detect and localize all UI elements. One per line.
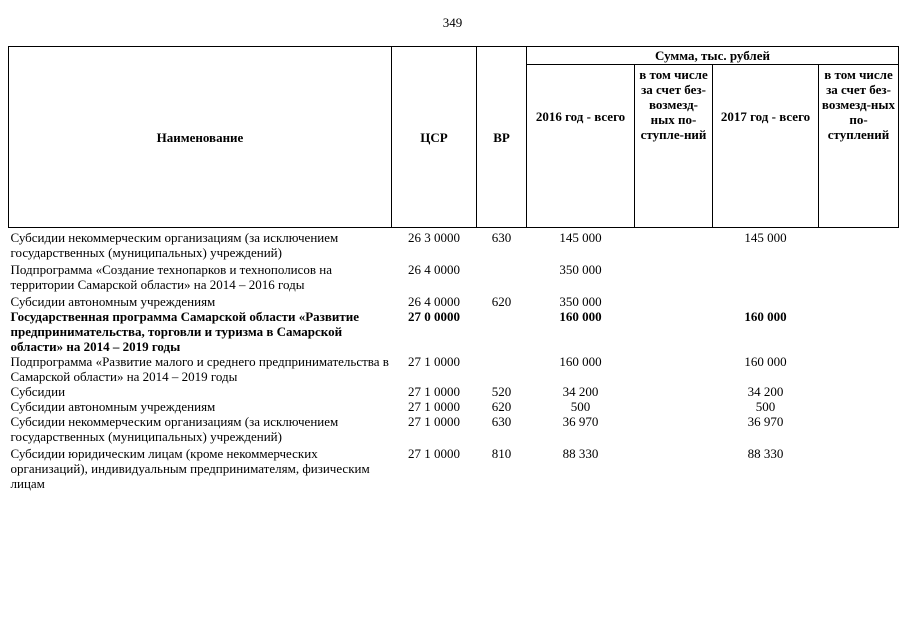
row-csr: 27 0 0000 bbox=[408, 309, 460, 324]
row-2016-free bbox=[635, 444, 713, 491]
header-2016-total: 2016 год - всего bbox=[527, 65, 635, 228]
table-row bbox=[9, 260, 899, 292]
header-vr: ВР bbox=[477, 47, 527, 228]
row-name: Подпрограмма «Развитие малого и среднего предпринимательства в Самарской области» на 2014 – 2019 годы bbox=[10, 354, 389, 384]
row-csr: 27 1 0000 bbox=[408, 446, 460, 461]
row-vr: 810 bbox=[491, 446, 512, 461]
table-body bbox=[9, 228, 899, 492]
row-2017-total bbox=[713, 292, 819, 309]
table-row bbox=[9, 354, 899, 384]
table-row bbox=[9, 414, 899, 444]
row-2017-free bbox=[819, 309, 899, 354]
row-csr: 27 1 0000 bbox=[408, 399, 460, 414]
row-name: Субсидии юридическим лицам (кроме некоммерческих организаций), индивидуальным предпринимателям, физическим лицам bbox=[10, 446, 370, 491]
row-2016-free bbox=[635, 399, 713, 414]
row-2017-total: 500 bbox=[755, 399, 776, 414]
row-2016-free bbox=[635, 384, 713, 399]
row-2017-total bbox=[713, 260, 819, 292]
row-2017-free bbox=[819, 444, 899, 491]
row-2016-free bbox=[635, 309, 713, 354]
table-row bbox=[9, 309, 899, 354]
row-vr: 620 bbox=[491, 399, 512, 414]
row-name: Государственная программа Самарской области «Развитие предпринимательства, торговли и туризма в Самарской области» на 2014 – 2019 годы bbox=[10, 309, 360, 354]
row-csr: 26 3 0000 bbox=[408, 230, 460, 245]
row-2016-free bbox=[635, 260, 713, 292]
table-row bbox=[9, 399, 899, 414]
table-row bbox=[9, 384, 899, 399]
row-csr: 27 1 0000 bbox=[408, 354, 460, 369]
row-2017-total: 160 000 bbox=[744, 309, 787, 324]
row-name: Подпрограмма «Создание технопарков и технополисов на территории Самарской области» на 2014 – 2016 годы bbox=[10, 262, 333, 292]
row-2017-total: 36 970 bbox=[747, 414, 784, 429]
row-2017-free bbox=[819, 399, 899, 414]
row-2016-free bbox=[635, 228, 713, 261]
row-csr: 27 1 0000 bbox=[408, 384, 460, 399]
row-2016-total: 350 000 bbox=[559, 262, 602, 277]
row-vr: 630 bbox=[491, 414, 512, 429]
row-2017-total: 160 000 bbox=[744, 354, 787, 369]
row-2016-total: 34 200 bbox=[562, 384, 599, 399]
table-row bbox=[9, 228, 899, 261]
row-2017-free bbox=[819, 228, 899, 261]
header-sum-group: Сумма, тыс. рублей bbox=[527, 47, 899, 65]
table-row bbox=[9, 444, 899, 491]
row-2016-free bbox=[635, 414, 713, 444]
row-2016-total: 350 000 bbox=[559, 294, 602, 309]
row-2016-total: 500 bbox=[570, 399, 591, 414]
row-csr: 26 4 0000 bbox=[408, 294, 460, 309]
row-vr bbox=[477, 260, 527, 292]
header-2017-total: 2017 год - всего bbox=[713, 65, 819, 228]
row-name: Субсидии автономным учреждениям bbox=[10, 399, 216, 414]
row-name: Субсидии некоммерческим организациям (за исключением государственных (муниципальных) учреждений) bbox=[10, 414, 339, 444]
header-name: Наименование bbox=[9, 47, 392, 228]
row-csr: 26 4 0000 bbox=[408, 262, 460, 277]
row-name: Субсидии некоммерческим организациям (за исключением государственных (муниципальных) учреждений) bbox=[10, 230, 339, 260]
row-2017-free bbox=[819, 292, 899, 309]
row-name: Субсидии bbox=[10, 384, 66, 399]
row-2017-total: 34 200 bbox=[747, 384, 784, 399]
header-2016-free: в том числе за счет без-возмезд-ных по-ступле-ний bbox=[635, 65, 713, 228]
row-vr: 520 bbox=[491, 384, 512, 399]
row-2017-total: 145 000 bbox=[744, 230, 787, 245]
row-2016-total: 160 000 bbox=[559, 309, 602, 324]
row-2016-free bbox=[635, 292, 713, 309]
row-2017-free bbox=[819, 414, 899, 444]
row-vr: 630 bbox=[491, 230, 512, 245]
row-vr bbox=[477, 309, 527, 354]
budget-table bbox=[8, 46, 899, 491]
row-2016-total: 145 000 bbox=[559, 230, 602, 245]
table-header bbox=[9, 47, 899, 228]
row-2017-free bbox=[819, 354, 899, 384]
header-2017-free: в том числе за счет без-возмезд-ных по-ступлений bbox=[819, 65, 899, 228]
row-vr bbox=[477, 354, 527, 384]
row-2017-free bbox=[819, 260, 899, 292]
row-2016-total: 88 330 bbox=[562, 446, 599, 461]
row-2017-free bbox=[819, 384, 899, 399]
row-2016-total: 160 000 bbox=[559, 354, 602, 369]
page-number: 349 bbox=[442, 15, 463, 30]
header-csr: ЦСР bbox=[392, 47, 477, 228]
row-2016-total: 36 970 bbox=[562, 414, 599, 429]
row-2016-free bbox=[635, 354, 713, 384]
row-vr: 620 bbox=[491, 294, 512, 309]
row-csr: 27 1 0000 bbox=[408, 414, 460, 429]
table-row bbox=[9, 292, 899, 309]
row-name: Субсидии автономным учреждениям bbox=[10, 294, 216, 309]
row-2017-total: 88 330 bbox=[747, 446, 784, 461]
